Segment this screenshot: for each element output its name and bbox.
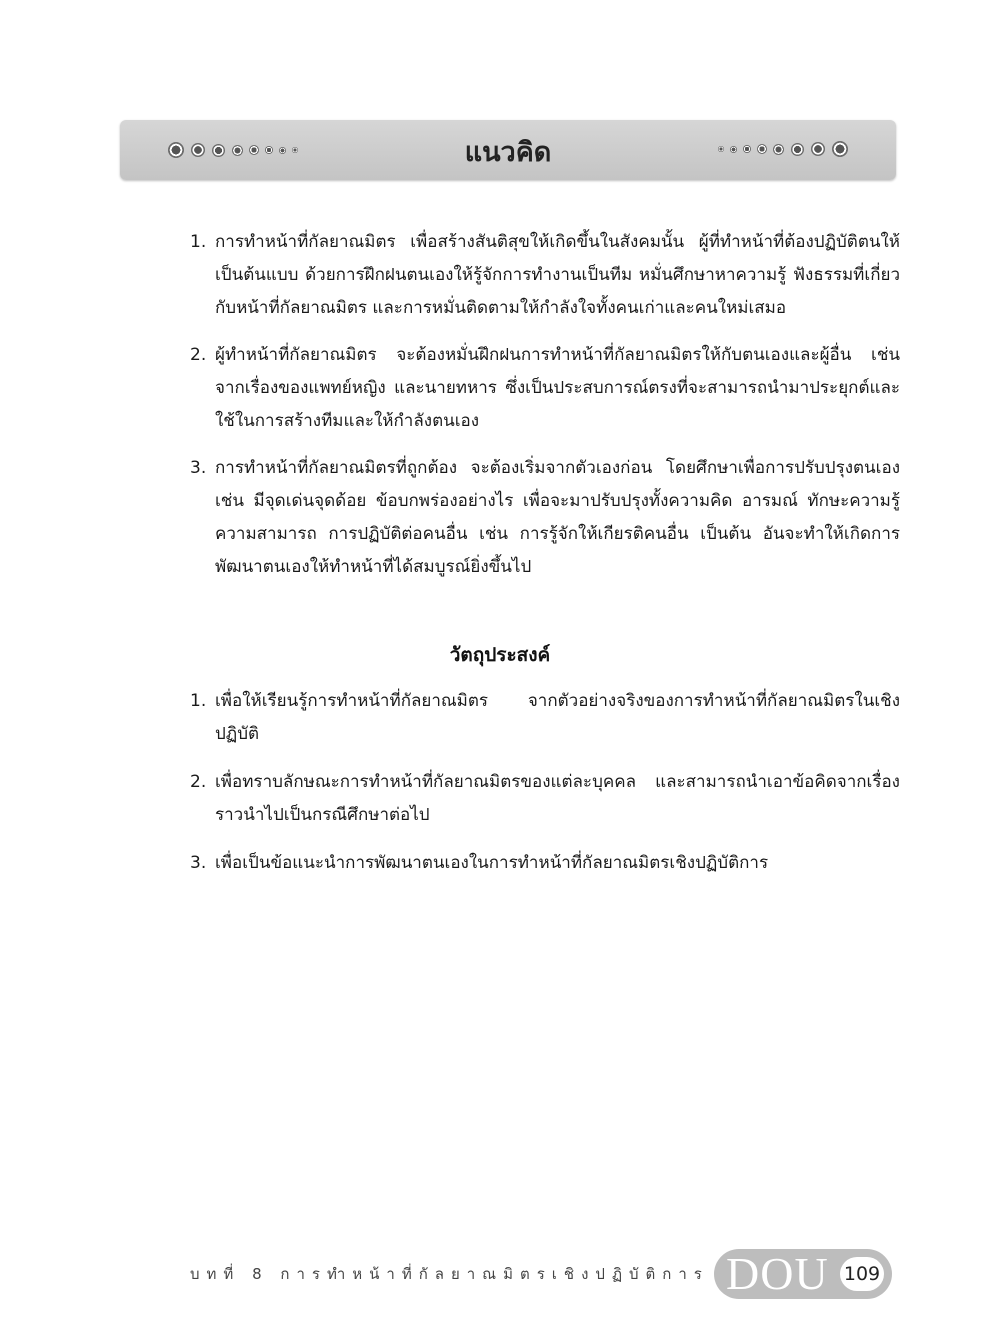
item-number: 1.: [190, 691, 207, 711]
item-text: ผู้ทำหน้าที่กัลยาณมิตร จะต้องหมั่นฝึกฝนการทำหน้าที่กัลยาณมิตรให้กับตนเองและผู้อื่น เช่น จากเรื่องของแพทย์หญิง และนายทหาร ซึ่งเป็นประสบการณ์ตรงที่จะสามารถนำมาประยุกต์และใช้ในการสร้างทีมและให้กำลังตนเอง: [215, 345, 900, 431]
item-number: 1.: [190, 232, 207, 252]
dou-logo-badge: [714, 1249, 892, 1299]
dou-logo: DOU: [726, 1248, 829, 1299]
objectives-list: [190, 685, 900, 895]
circle-icon: [773, 144, 784, 155]
item-text: การทำหน้าที่กัลยาณมิตรที่ถูกต้อง จะต้องเริ่มจากตัวเองก่อน โดยศึกษาเพื่อการปรับปรุงตนเอง เช่น มีจุดเด่นจุดด้อย ข้อบกพร่องอย่างไร เพื่อจะมาปรับปรุงทั้งความคิด อารมณ์ ทักษะความรู้ความสามารถ การปฏิบัติต่อคนอื่น เช่น การรู้จักให้เกียรติคนอื่น เป็นต้น อันจะทำให้เกิดการพัฒนาตนเองให้ทำหน้าที่ได้สมบูรณ์ยิ่งขึ้นไป: [215, 458, 900, 577]
item-text: การทำหน้าที่กัลยาณมิตร เพื่อสร้างสันติสุขให้เกิดขึ้นในสังคมนั้น ผู้ที่ทำหน้าที่ต้องปฏิบัติตนให้เป็นต้นแบบ ด้วยการฝึกฝนตนเองให้รู้จักการทำงานเป็นทีม หมั่นศึกษาหาความรู้ ฟังธรรมที่เกี่ยวกับหน้าที่กัลยาณมิตร และการหมั่นติดตามให้กำลังใจทั้งคนเก่าและคนใหม่เสมอ: [215, 232, 900, 318]
list-item: [190, 847, 900, 880]
list-item: [190, 452, 900, 584]
circle-icon: [757, 144, 767, 154]
decorative-dots-right: [718, 140, 848, 158]
item-number: 3.: [190, 458, 207, 478]
circle-icon: [730, 146, 737, 153]
chapter-footer: บทที่ 8 การทำหน้าที่กัลยาณมิตรเชิงปฏิบัติการ: [190, 1265, 709, 1283]
circle-icon: [811, 142, 825, 156]
item-number: 2.: [190, 345, 207, 365]
circle-icon: [718, 146, 724, 152]
list-item: [190, 339, 900, 438]
item-number: 3.: [190, 853, 207, 873]
page-number: 109: [840, 1257, 884, 1291]
objectives-heading: วัตถุประสงค์: [449, 644, 551, 666]
item-text: เพื่อเป็นข้อแนะนำการพัฒนาตนเองในการทำหน้าที่กัลยาณมิตรเชิงปฏิบัติการ: [215, 853, 769, 873]
section-header: [120, 120, 896, 180]
item-number: 2.: [190, 772, 207, 792]
item-text: เพื่อให้เรียนรู้การทำหน้าที่กัลยาณมิตร จากตัวอย่างจริงของการทำหน้าที่กัลยาณมิตรในเชิงปฏิบัติ: [215, 691, 900, 744]
circle-icon: [743, 145, 751, 153]
page-title: แนวคิด: [464, 137, 552, 168]
list-item: [190, 685, 900, 751]
list-item: [190, 766, 900, 832]
item-text: เพื่อทราบลักษณะการทำหน้าที่กัลยาณมิตรของแต่ละบุคคล และสามารถนำเอาข้อคิดจากเรื่องราวนำไปเป็นกรณีศึกษาต่อไป: [215, 772, 900, 825]
concept-list: [190, 226, 900, 598]
circle-icon: [791, 143, 804, 156]
list-item: [190, 226, 900, 325]
circle-icon: [832, 141, 848, 157]
